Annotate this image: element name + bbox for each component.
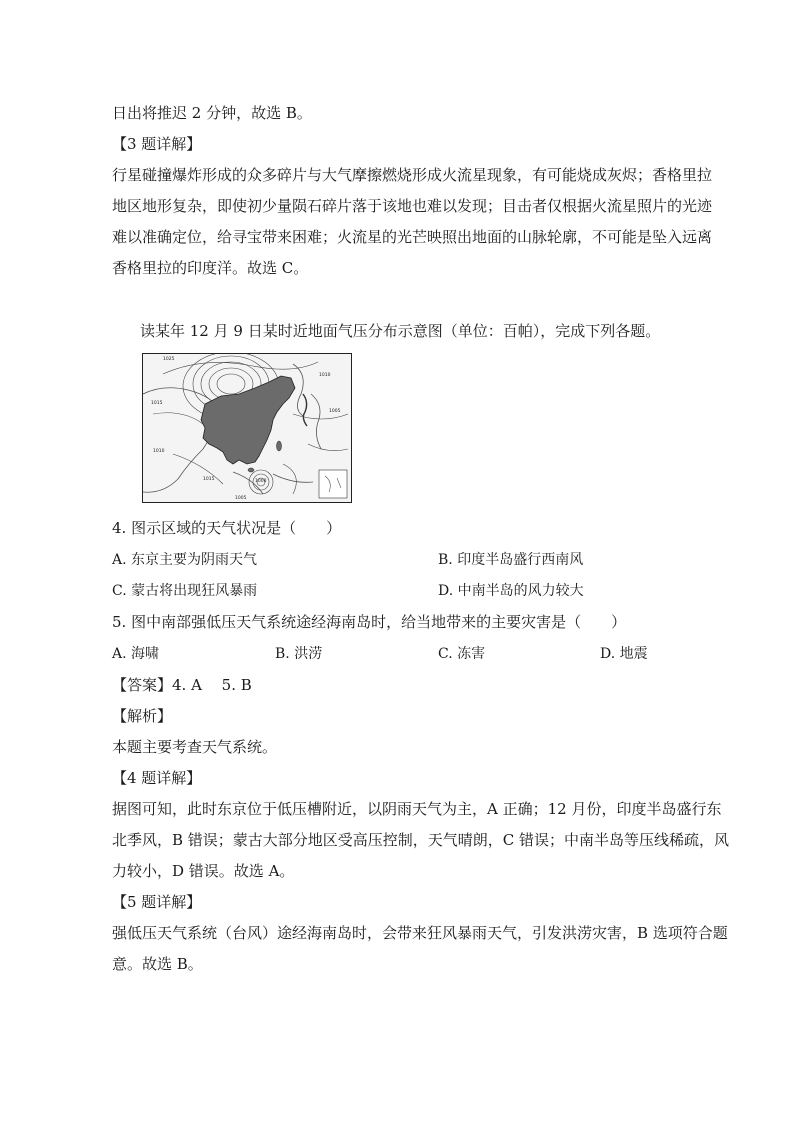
question-4-option-b: B. 印度半岛盛行西南风 [438, 552, 584, 568]
question-4-option-d: D. 中南半岛的风力较大 [438, 583, 584, 599]
south-china-sea-inset [319, 470, 347, 498]
coastline [311, 394, 321, 449]
question-intro: 读某年 12 月 9 日某时近地面气压分布示意图（单位：百帕），完成下列各题。 [140, 322, 661, 340]
paragraph-line: 据图可知，此时东京位于低压槽附近，以阴雨天气为主，A 正确；12 月份，印度半岛盛行东 [112, 800, 722, 818]
paragraph-line: 香格里拉的印度洋。故选 C。 [112, 259, 309, 277]
question-5-option-d: D. 地震 [600, 646, 648, 662]
isobar-label: 1005 [235, 496, 247, 501]
isobar-label: 1015 [151, 401, 163, 406]
isobar-label: 1010 [153, 449, 165, 454]
question-4-option-a: A. 东京主要为阴雨天气 [112, 552, 258, 568]
question-4-option-c: C. 蒙古将出现狂风暴雨 [112, 583, 258, 599]
isobar-label: 1015 [203, 477, 215, 482]
pressure-map-figure [142, 353, 352, 503]
isobar-label: 1025 [163, 357, 175, 362]
question-4-stem: 4. 图示区域的天气状况是（ ） [112, 519, 342, 537]
paragraph-line: 行星碰撞爆炸形成的众多碎片与大气摩擦燃烧形成火流星现象，有可能烧成灰烬；香格里拉 [112, 166, 713, 184]
section-heading-q4: 【4 题详解】 [112, 769, 202, 787]
question-5-option-b: B. 洪涝 [275, 646, 323, 662]
paragraph-line: 难以准确定位，给寻宝带来困难；火流星的光芒映照出地面的山脉轮廓，不可能是坠入远离 [112, 228, 713, 246]
analysis-heading: 【解析】 [112, 707, 173, 725]
china-shaded-region [201, 376, 295, 464]
paragraph-line: 意。故选 B。 [112, 955, 203, 973]
analysis-text: 本题主要考查天气系统。 [112, 738, 278, 756]
isobar-label: 1005 [329, 409, 341, 414]
taiwan-island [277, 441, 282, 451]
hainan-island [248, 468, 254, 472]
isobar-label: 1000 [255, 479, 267, 484]
paragraph-line: 强低压天气系统（台风）途经海南岛时，会带来狂风暴雨天气，引发洪涝灾害，B 选项符合题 [112, 924, 728, 942]
section-heading-q3: 【3 题详解】 [112, 135, 202, 153]
paragraph-line: 地区地形复杂，即使初少量陨石碎片落于该地也难以发现；目击者仅根据火流星照片的光迹 [112, 197, 713, 215]
answer-line: 【答案】4. A 5. B [112, 676, 252, 694]
pressure-map-svg [143, 354, 351, 502]
question-5-stem: 5. 图中南部强低压天气系统途经海南岛时，给当地带来的主要灾害是（ ） [112, 613, 627, 631]
japan-islands [303, 394, 307, 426]
coastline [273, 474, 313, 482]
paragraph-line: 力较小，D 错误。故选 A。 [112, 862, 295, 880]
section-heading-q5: 【5 题详解】 [112, 893, 202, 911]
paragraph-line: 北季风，B 错误；蒙古大部分地区受高压控制，天气晴朗，C 错误；中南半岛等压线稀疏，风 [112, 831, 730, 849]
question-5-option-c: C. 冻害 [438, 646, 486, 662]
paragraph-line: 日出将推迟 2 分钟，故选 B。 [112, 104, 312, 122]
question-5-option-a: A. 海啸 [112, 646, 160, 662]
isobar-label: 1010 [319, 373, 331, 378]
coastline [293, 364, 303, 416]
